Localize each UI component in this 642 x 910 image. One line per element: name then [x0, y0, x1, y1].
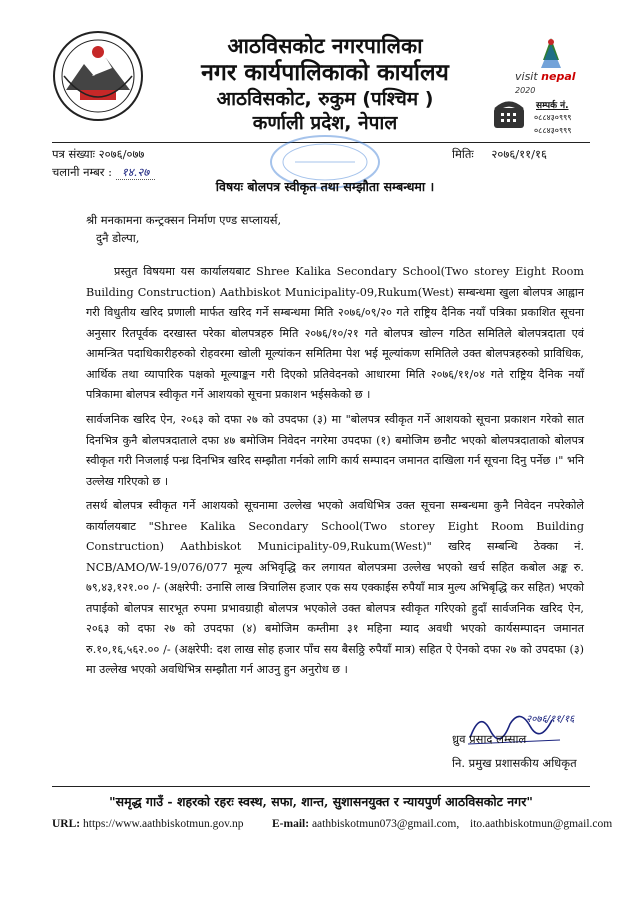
contact-number-2: ०८८४३०९९९ [534, 126, 572, 135]
header-address-line: आठविसकोट, रुकुम (पश्चिम ) [216, 88, 434, 110]
contact-number-1: ०८८४३०९९९ [534, 113, 572, 122]
reference-number [52, 146, 144, 162]
body-paragraph-3: तसर्थ बोलपत्र स्वीकृत गर्ने आशयको सूचनामा उल्लेख भएको अवधिभित्र उक्त सूचना सम्बन्धमा कुनै निवेदन नपरेकोले कार्यालयबाट "Shree Kalika Secondary School(Two storey Eight Room Building Construction) Aathbiskot Municipality-09,Rukum(West)" खरिद सम्बन्धि ठेक्का नं. NCB/AMO/W-19/076/077 मूल्य अभिवृद्धि कर लगायत बोलपत्रमा उल्लेख भएको खर्च सहित कबोल अङ्क रु. ७९,४३,१२१.०० /- (अक्षरेपी: उनासि लाख त्रिचालिस हजार एक सय एक्काईस रुपैयाँ मात्र मुल्य अभिबृद्धि कर सहित) भएको तपाईको बोलपत्र सारभूत रुपमा प्रभावग्राही बोलपत्र भएकोले उक्त बोलपत्र स्वीकृत गरिएको हुदाँ सार्वजनिक खरिद ऐन, २०६३ को दफा २७ को उपदफा (४) बमोजिम कम्तीमा ३१ महिना म्याद अवधी भएको कार्यसम्पादन जमानत रु.१०,१६,५६२.०० /- (अक्षरेपी: दश लाख सोह हजार पाँच सय बैसठ्ठि रुपैयाँ मात्र) सहित ऐ ऐनको दफा २७ को उपदफा (३) मा उल्लेख भएको अवधिभित्र सम्झौता गर्न आउनु हुन अनुरोध छ । [86, 499, 585, 676]
visit-nepal-text: visit nepal 2020 [515, 70, 576, 95]
footer-slogan: "समृद्ध गाउँ - शहरको रहरः स्वस्थ, सफा, शान्त, सुशासनयुक्त र न्यायपुर्ण आठविसकोट नगर" [109, 794, 533, 809]
dispatch-value: १४.२७ [116, 165, 156, 180]
reference-value: २०७६/०७७ [98, 147, 145, 161]
recipient-address: दुनै डोल्पा, [96, 231, 140, 245]
dispatch-label: चलानी नम्बर : [52, 165, 113, 179]
footer-url [52, 818, 243, 830]
header-province-line: कर्णाली प्रदेश, नेपाल [252, 112, 398, 134]
signatory-name: ध्रुव प्रसाद लम्साल [452, 732, 527, 746]
date-value: २०७६/११/१६ [491, 147, 547, 161]
email-link[interactable]: aathbiskotmun073@gmail.com, [311, 818, 460, 830]
url-link[interactable]: https://www.aathbiskotmun.gov.np [83, 818, 244, 830]
body-paragraph-2: सार्वजनिक खरिद ऐन, २०६३ को दफा २७ को उपदफा (३) मा "बोलपत्र स्वीकृत गर्ने आशयको सूचना प्रकाशन गरेको सात दिनभित्र कुनै बोलपत्रदाताले दफा ४७ बमोजिम निवेदन नगरेमा उपदफा (१) बमोजिम छनौट भएको बोलपत्रदाताको बोलपत्र स्वीकृत गरी निजलाई पन्ध्र दिनभित्र खरिद सम्झौता गर्नको लागि कार्य सम्पादन जमानत दाखिला गर्न सूचना दिनु पर्नेछ ।" भनि उल्लेख गरिएको छ । [86, 413, 584, 488]
dispatch-number [52, 164, 155, 180]
signatory-title: नि. प्रमुख प्रशासकीय अधिकृत [452, 756, 577, 770]
footer-email: E-mail: aathbiskotmun073@gmail.com, [272, 818, 460, 830]
reference-label: पत्र संख्याः [52, 147, 96, 161]
letter-date [452, 146, 547, 162]
municipality-emblem-logo [52, 30, 144, 122]
footer-divider [52, 786, 590, 787]
email-label: E-mail [272, 818, 306, 830]
date-label: मितिः [452, 147, 474, 161]
contact-label: सम्पर्क नं. [536, 101, 569, 111]
header-title-office: नगर कार्यपालिकाको कार्यालय [201, 60, 449, 86]
recipient-name: श्री मनकामना कन्ट्रक्सन निर्माण एण्ड सप्लायर्स, [86, 213, 282, 227]
footer-email-2[interactable]: ito.aathbiskotmun@gmail.com [470, 818, 613, 830]
svg-text:२०७६/११/१६: २०७६/११/१६ [526, 714, 575, 725]
body-paragraph-1: प्रस्तुत विषयमा यस कार्यालयबाट Shree Kalika Secondary School(Two storey Eight Room Building Construction) Aathbiskot Municipality-09,Rukum(West) सम्बन्धमा खुला बोलपत्र आह्वान गरी विधुतीय खरिद प्रणाली मार्फत खरिद गर्ने सम्बन्धमा मिति २०७६/०९/२० गते राष्ट्रिय दैनिक नयाँ पत्रिका प्रकाशित सूचना अनुसार रितपूर्वक दरखास्त परेका बोलपत्रहरु मिति २०७६/१०/२१ गते बोलपत्र खोल्न गठित समितिले बोलपत्रदाता एवं आमन्त्रित पदाधिकारीहरुको रोहवरमा खोली मूल्यांकन समितिमा पेश भई मूल्यांकण समितिले उक्त बोलपत्रहरुको प्राविधिक, आर्थिक तथा व्यापारिक पक्षको मूल्याङ्कन गरी दिएको प्रतिवेदनको आधारमा मिति २०७६/११/०४ गते राष्ट्रिय दैनिक नयाँ पत्रिकामा बोलपत्र स्वीकृत गर्ने आशयको सूचना प्रकाशन भईसकेको छ । [86, 265, 584, 401]
url-label: URL: [52, 818, 81, 830]
telephone-icon [492, 100, 526, 132]
letter-subject: विषयः बोलपत्र स्वीकृत तथा सम्झौता सम्बन्धमा । [215, 179, 435, 194]
header-title-municipality: आठविसकोट नगरपालिका [227, 34, 423, 58]
